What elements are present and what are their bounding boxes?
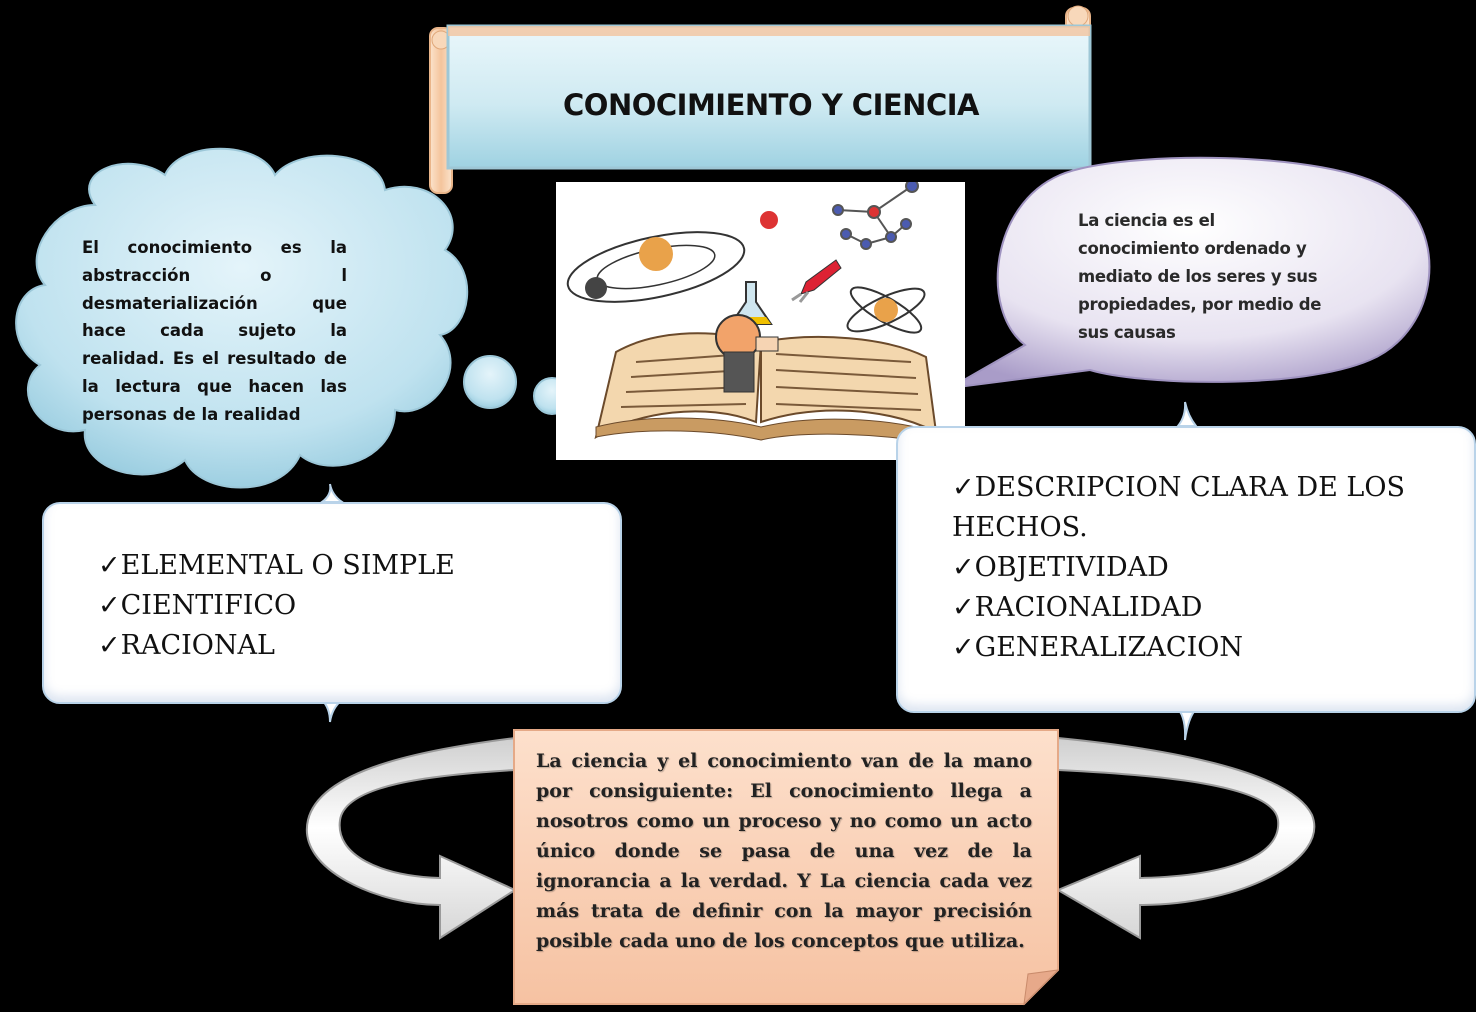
science-line: propiedades, por medio de (1078, 295, 1322, 314)
right-box-bottom-pointer (1178, 709, 1196, 740)
knowledge-type-item: ✓CIENTIFICO (98, 590, 297, 621)
science-illustration (556, 182, 965, 460)
knowledge-line: El conocimiento es la (82, 238, 347, 257)
science-traits-box (896, 426, 1476, 713)
knowledge-line: personas de la realidad (82, 404, 301, 424)
knowledge-type-item: ✓ELEMENTAL O SIMPLE (98, 550, 455, 581)
science-trait-item: ✓GENERALIZACION (952, 632, 1244, 663)
knowledge-types-box (42, 502, 622, 704)
science-line: conocimiento ordenado y (1078, 239, 1307, 258)
science-trait-item: ✓DESCRIPCION CLARA DE LOS HECHOS. (952, 472, 1405, 543)
rocket-icon (792, 260, 841, 302)
science-line: La ciencia es el (1078, 211, 1215, 230)
science-line: sus causas (1078, 323, 1176, 342)
science-trait-item: ✓RACIONALIDAD (952, 592, 1203, 623)
knowledge-line: hace cada sujeto la (82, 321, 347, 341)
book-icon (596, 315, 936, 444)
knowledge-line: la lectura que hacen las (82, 376, 347, 396)
science-line: mediato de los seres y sus (1078, 267, 1318, 286)
science-definition (1078, 207, 1348, 347)
molecule-icon (833, 182, 918, 249)
right-box-top-pointer (1178, 402, 1196, 426)
science-trait-item: ✓OBJETIVIDAD (952, 552, 1169, 583)
atom-icon (842, 280, 929, 341)
knowledge-line: desmaterialización que (82, 293, 347, 313)
conclusion-text: La ciencia y el conocimiento van de la mano por consiguiente: El conocimiento llega a nosotros como un proceso y no como un acto único donde se pasa de una vez de la ignorancia a la verdad. Y La ciencia cada vez más trata de definir con la mayor precisión posible cada uno de los conceptos que utiliza. (536, 750, 1032, 952)
knowledge-line: realidad. Es el resultado de (82, 349, 347, 369)
diagram-title: CONOCIMIENTO Y CIENCIA (563, 88, 979, 122)
knowledge-line: abstracción o l (82, 265, 347, 285)
knowledge-type-item: ✓RACIONAL (98, 630, 275, 661)
left-box-top-pointer (322, 484, 342, 502)
knowledge-definition (82, 234, 347, 429)
